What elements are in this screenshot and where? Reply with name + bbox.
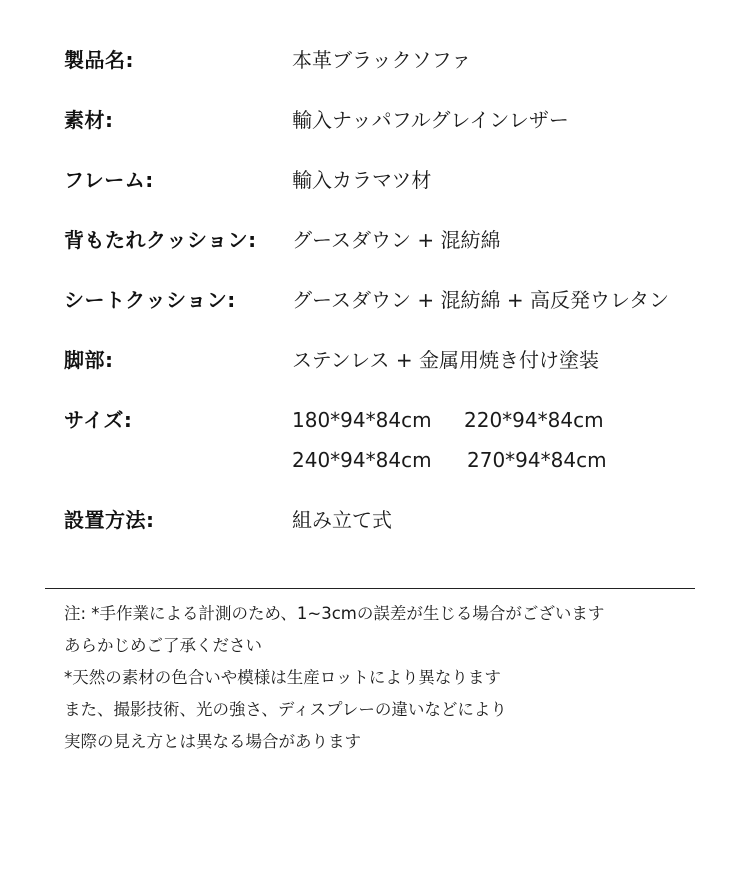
note-line: あらかじめご了承ください (64, 636, 262, 655)
note-line: *天然の素材の色合いや模様は生産ロットにより異なります (64, 668, 501, 687)
spec-label: 背もたれクッション: (64, 228, 257, 252)
spec-row-material (0, 100, 750, 140)
spec-value: グースダウン + 混紡綿 + 高反発ウレタン (292, 288, 670, 312)
spec-value: 輸入ナッパフルグレインレザー (292, 108, 569, 132)
size-value: 240*94*84cm (292, 448, 432, 472)
spec-value: ステンレス + 金属用焼き付け塗装 (292, 348, 599, 372)
notes-section (64, 598, 704, 758)
size-value: 270*94*84cm (467, 448, 607, 472)
spec-row-installation (0, 500, 750, 540)
spec-label: 製品名: (64, 48, 134, 72)
spec-value: 本革ブラックソファ (292, 48, 472, 72)
spec-value: 輸入カラマツ材 (292, 168, 432, 192)
spec-value: 組み立て式 (292, 508, 392, 532)
spec-row-seat-cushion (0, 280, 750, 320)
spec-value: グースダウン + 混紡綿 (292, 228, 501, 252)
note-line: 実際の見え方とは異なる場合があります (64, 732, 361, 751)
spec-row-product-name (0, 40, 750, 80)
spec-label: 脚部: (64, 348, 114, 372)
spec-label: 設置方法: (64, 508, 155, 532)
spec-label: 素材: (64, 108, 114, 132)
size-value: 180*94*84cm (292, 408, 432, 432)
size-value: 220*94*84cm (464, 408, 604, 432)
divider (45, 588, 695, 589)
note-line: 注: *手作業による計測のため、1~3cmの誤差が生じる場合がございます (64, 604, 605, 623)
spec-label: シートクッション: (64, 288, 236, 312)
note-line: また、撮影技術、光の強さ、ディスプレーの違いなどにより (64, 700, 507, 719)
spec-row-legs (0, 340, 750, 380)
spec-row-back-cushion (0, 220, 750, 260)
spec-label: サイズ: (64, 408, 133, 432)
spec-label: フレーム: (64, 168, 154, 192)
spec-row-frame (0, 160, 750, 200)
spec-row-sizes (0, 400, 750, 480)
